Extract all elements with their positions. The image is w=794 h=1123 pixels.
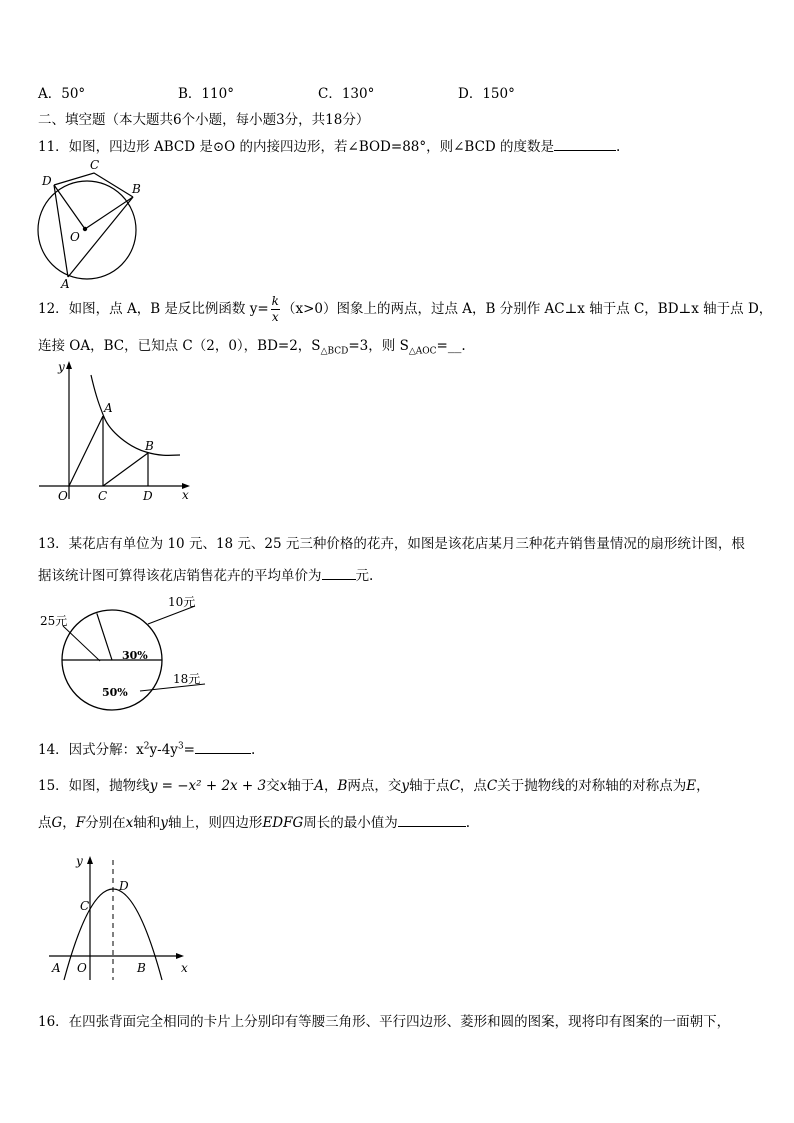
option-b: B．110°: [178, 86, 234, 102]
label-b: B: [132, 182, 141, 196]
var-c2: C: [486, 778, 498, 794]
q11-period: .: [616, 139, 621, 155]
segment-oa: [69, 416, 103, 486]
legend-label-25: 25元: [40, 614, 68, 628]
frac-num: k: [271, 294, 279, 308]
var-f: F: [75, 815, 86, 831]
q12-line2-b: =3，则 S: [348, 338, 409, 354]
hyperbola-curve: [91, 375, 180, 455]
circle-o: [38, 181, 136, 279]
sup-2: 2: [143, 741, 150, 752]
center-point: [83, 227, 87, 231]
comma: ，: [324, 778, 338, 794]
q15-stem-g: 关于抛物线的对称轴的对称点为: [497, 778, 687, 794]
q13-unit: 元.: [355, 568, 374, 584]
answer-blank: [322, 567, 356, 580]
label-d: D: [119, 879, 129, 893]
comma2: ，: [62, 815, 76, 831]
sup-3: 3: [177, 741, 184, 752]
sub-aoc: △AOC: [408, 346, 437, 357]
var-a: A: [314, 778, 324, 794]
q15-parabola-figure: [44, 848, 204, 983]
label-x: x: [182, 488, 189, 502]
answer-blank: [195, 741, 251, 754]
pie-boundary-radius: [97, 613, 112, 660]
y-arrow: [87, 856, 93, 864]
q12-stem-a: 12．如图，点 A，B 是反比例函数 y=: [38, 301, 269, 317]
q11-circle-figure: [30, 155, 150, 290]
parabola-formula: y = −x² + 2x + 3: [149, 778, 267, 794]
label-c: C: [80, 899, 90, 913]
q12-line2-c: =__.: [436, 338, 466, 354]
q12-line1: [38, 294, 772, 325]
legend-label-18: 18元: [173, 672, 201, 686]
q13-line1: 13．某花店有单位为 10 元、18 元、25 元三种价格的花卉，如图是该花店某月三种花卉销售量情况的扇形统计图，根: [38, 536, 745, 552]
q14-end: .: [250, 742, 256, 758]
legend-label-10: 10元: [168, 595, 196, 609]
var-x2: x: [125, 815, 134, 831]
q15-stem-d: 两点，交: [347, 778, 402, 794]
label-a: A: [61, 277, 70, 290]
q14-mid: y-4y: [149, 742, 178, 758]
q12-graph-figure: [34, 357, 204, 507]
x-arrow: [176, 953, 184, 959]
pie-chart: [30, 588, 220, 723]
segment-do: [54, 185, 85, 229]
q11-text: [38, 135, 620, 155]
label-y: y: [76, 854, 83, 868]
segment-cb: [103, 453, 148, 486]
q13-line2: [38, 564, 373, 584]
y-arrow: [66, 361, 72, 369]
frac-den: x: [271, 310, 279, 324]
q15-stem-f: ，点: [459, 778, 487, 794]
label-b: B: [137, 961, 146, 975]
label-a: A: [52, 961, 61, 975]
q15-line2-f: .: [465, 815, 471, 831]
q14-text: [38, 738, 255, 758]
q15-line2-c: 轴和: [133, 815, 161, 831]
q15-line2-b: 分别在: [85, 815, 126, 831]
option-a: A．50°: [38, 86, 86, 102]
label-b: B: [145, 439, 154, 453]
segment-da: [54, 185, 68, 277]
option-c: C．130°: [318, 86, 375, 102]
q15-line1: [38, 774, 710, 794]
q15-stem-b: 交: [266, 778, 280, 794]
q16-line1: 16．在四张背面完全相同的卡片上分别印有等腰三角形、平行四边形、菱形和圆的图案，现将印有图案的一面朝下，: [38, 1014, 731, 1030]
leader-25yuan: [63, 626, 100, 661]
segment-bo: [85, 197, 133, 229]
q12-line2: [38, 334, 466, 357]
label-d: D: [143, 489, 153, 503]
q10-options: [38, 82, 598, 102]
q13-stem: 据该统计图可算得该花店销售花卉的平均单价为: [38, 568, 322, 584]
var-y: y: [401, 778, 410, 794]
slice-label-50: 50%: [102, 686, 128, 699]
label-o: O: [58, 489, 68, 503]
label-d: D: [42, 174, 52, 188]
slice-label-30: 30%: [122, 649, 148, 662]
q15-stem-a: 15．如图，抛物线: [38, 778, 150, 794]
q14-eq: =: [183, 742, 195, 758]
q15-line2-d: 轴上，则四边形: [167, 815, 263, 831]
var-g: G: [51, 815, 63, 831]
label-c: C: [98, 489, 108, 503]
answer-blank: [398, 814, 466, 827]
var-c: C: [449, 778, 460, 794]
q11-stem: 11．如图，四边形 ABCD 是⊙O 的内接四边形，若∠BOD=88°，则∠BCD 的度数是: [38, 139, 555, 155]
label-o: O: [77, 961, 87, 975]
q15-stem-h: ，: [696, 778, 710, 794]
q15-line2: [38, 811, 470, 831]
var-y2: y: [160, 815, 168, 831]
q15-line2-a: 点: [38, 815, 52, 831]
sub-bcd: △BCD: [320, 346, 349, 357]
var-x: x: [279, 778, 288, 794]
label-y: y: [58, 360, 65, 374]
q15-stem-c: 轴于: [287, 778, 315, 794]
option-d: D．150°: [458, 86, 515, 102]
label-o: O: [70, 230, 80, 244]
q12-line2-a: 连接 OA，BC，已知点 C（2，0），BD=2，S: [38, 338, 321, 354]
section-title: 二、填空题（本大题共6个小题，每小题3分，共18分）: [38, 112, 370, 128]
q15-stem-e: 轴于点: [409, 778, 450, 794]
label-x: x: [181, 961, 188, 975]
fraction-k-over-x: [271, 294, 280, 325]
q12-stem-b: （x>0）图象上的两点，过点 A，B 分别作 AC⊥x 轴于点 C，BD⊥x 轴于点 D，: [281, 301, 773, 317]
q14-stem: 14．因式分解：x: [38, 742, 144, 758]
label-c: C: [90, 158, 100, 172]
chord-dcb: [54, 173, 133, 197]
answer-blank: [554, 138, 616, 151]
label-a: A: [104, 401, 113, 415]
var-e: E: [686, 778, 697, 794]
var-b: B: [337, 778, 348, 794]
quad-edfg: EDFG: [262, 815, 304, 831]
q15-line2-e: 周长的最小值为: [303, 815, 398, 831]
